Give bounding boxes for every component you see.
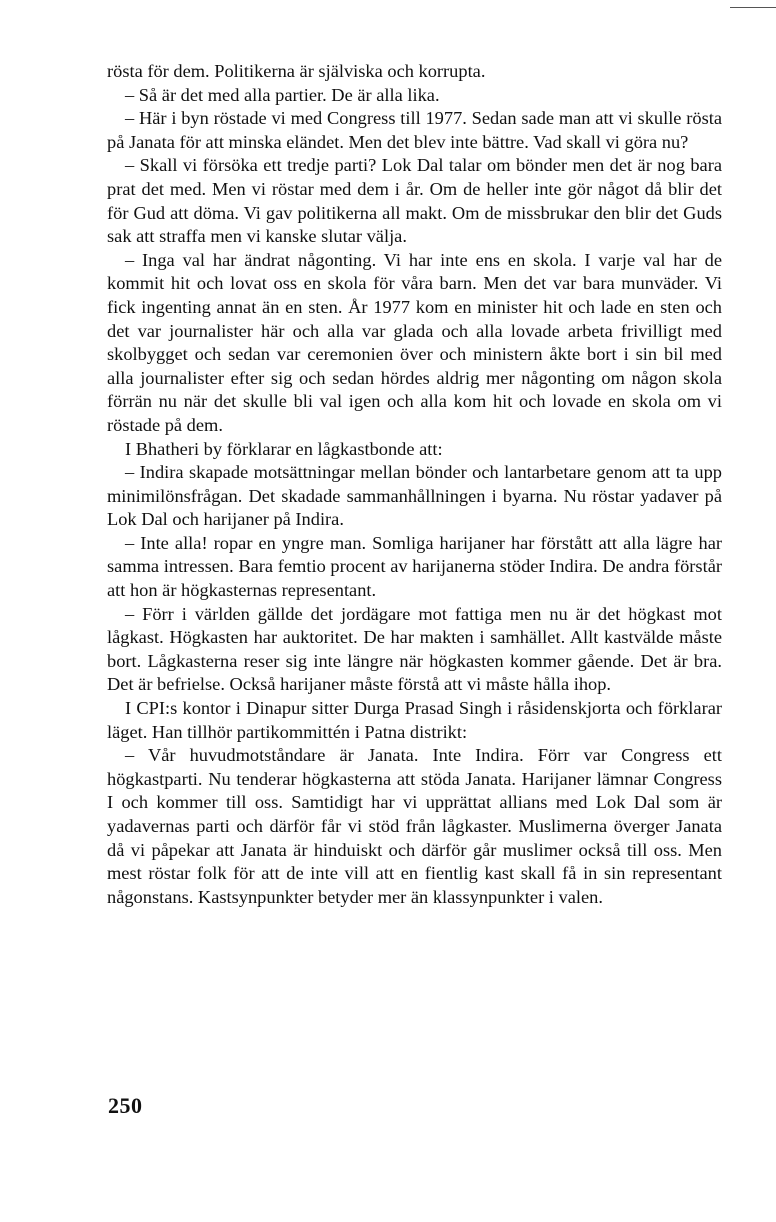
paragraph: – Vår huvudmotståndare är Janata. Inte Indira. Förr var Congress ett högkastparti. Nu tenderar högkasterna att stöda Janata. Harijaner lämnar Congress I och kommer till oss. Samtidigt har vi upprättat allians med Lok Dal som är yadavernas parti och därför får vi stöd från lågkaster. Muslimerna överger Janata då vi påpekar att Janata är hinduiskt och därför går muslimer också till oss. Men mest röstar folk för att de inte vill att en fientlig kast skall få in sin representant någonstans. Kastsynpunkter betyder mer än klassynpunkter i valen. xyxy=(107,745,722,907)
paragraph: – Indira skapade motsättningar mellan bönder och lantarbetare genom att ta upp minimilönsfrågan. Det skadade sammanhållningen i byarna. Nu röstar yadaver på Lok Dal och harijaner på Indira. xyxy=(107,462,722,530)
body-text xyxy=(107,60,722,909)
paragraph: – Skall vi försöka ett tredje parti? Lok Dal talar om bönder men det är nog bara prat det med. Men vi röstar med dem i år. Om de heller inte gör något då blir det för Gud att döma. Vi gav politikerna all makt. Om de missbrukar den blir det Guds sak att straffa men vi kanske slutar välja. xyxy=(107,155,722,247)
paragraph: – Så är det med alla partier. De är alla lika. xyxy=(125,84,440,105)
page-number: 250 xyxy=(108,1093,143,1118)
paragraph: – Här i byn röstade vi med Congress till 1977. Sedan sade man att vi skulle rösta på Janata för att minska eländet. Men det blev inte bättre. Vad skall vi göra nu? xyxy=(107,108,722,152)
paragraph: I Bhatheri by förklarar en lågkastbonde att: xyxy=(125,438,443,459)
paragraph: I CPI:s kontor i Dinapur sitter Durga Prasad Singh i råsidenskjorta och förklarar läget. Han tillhör partikommittén i Patna distrikt: xyxy=(107,698,722,742)
paragraph: – Inte alla! ropar en yngre man. Somliga harijaner har förstått att alla lägre har samma intressen. Bara femtio procent av harijanerna stöder Indira. De andra förstår att hon är högkasternas representant. xyxy=(107,532,722,601)
paragraph: – Förr i världen gällde det jordägare mot fattiga men nu är det högkast mot lågkast. Högkasten har auktoritet. De har makten i samhället. Allt kastvälde måste bort. Lågkasterna reser sig inte längre när högkasten kommer gående. Det är bra. Det är befrielse. Också harijaner måste förstå att vi måste hålla ihop. xyxy=(107,603,722,695)
paragraph: – Inga val har ändrat någonting. Vi har inte ens en skola. I varje val har de kommit hit och lovat oss en skola för våra barn. Men det var bara munväder. Vi fick ingenting annat än en sten. År 1977 kom en minister hit och lade en sten och det var journalister här och alla var glada och alla lovade arbeta frivilligt med skolbygget och sedan var ceremonien över och ministern åkte bort i sin bil med alla journalister efter sig och sedan hördes aldrig mer någonting om någon skola förrän nu när det skulle bli val igen och alla kom hit och lovade en skola om vi röstade på dem. xyxy=(107,249,722,435)
page-edge-line xyxy=(730,7,776,8)
paragraph: rösta för dem. Politikerna är själviska och korrupta. xyxy=(107,61,486,81)
